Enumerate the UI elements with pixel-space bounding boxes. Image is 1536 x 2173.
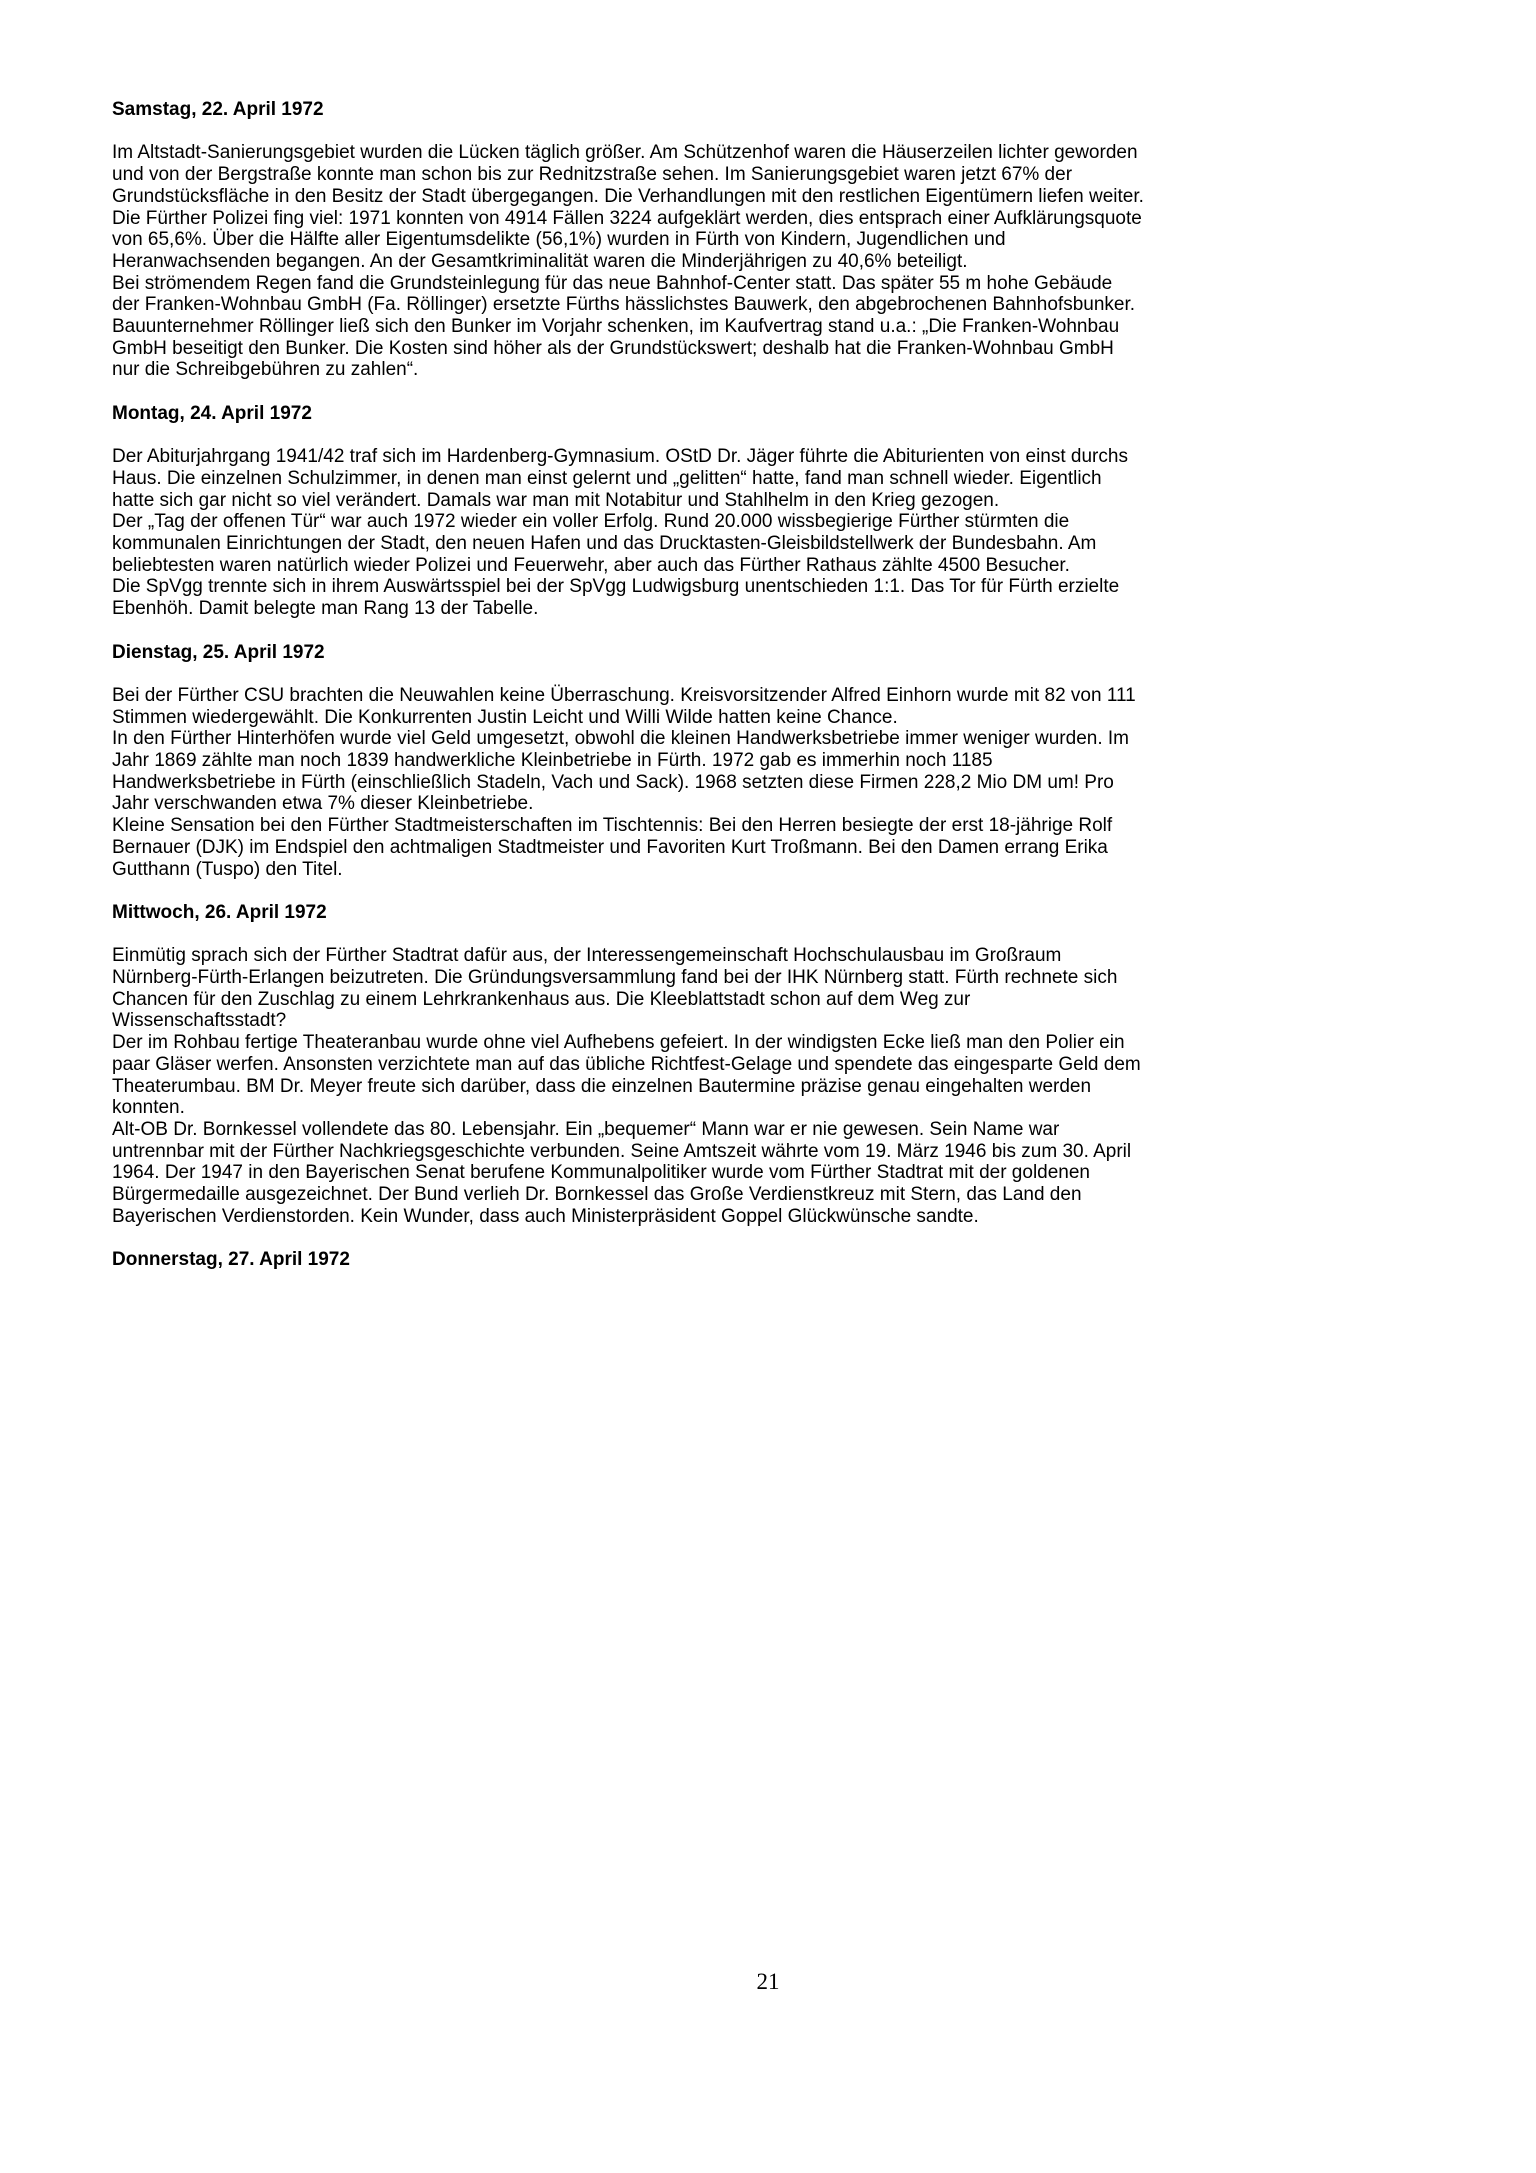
entry-heading: Samstag, 22. April 1972 bbox=[112, 99, 324, 120]
entry-heading: Donnerstag, 27. April 1972 bbox=[112, 1249, 350, 1271]
entry-mittwoch-26-april bbox=[112, 902, 1144, 1228]
entry-paragraph: Der im Rohbau fertige Theateranbau wurde ohne viel Aufhebens gefeiert. In der windigsten Ecke ließ man den Polier ein paar Gläser werfen. Ansonsten verzichtete man auf das übliche Richtfest-Gelage und spendete das eingesparte Geld dem Theaterumbau. BM Dr. Meyer freute sich darüber, dass die einzelnen Bautermine präzise genau eingehalten werden konnten. bbox=[112, 1032, 1141, 1119]
entry-paragraph: Der „Tag der offenen Tür“ war auch 1972 wieder ein voller Erfolg. Rund 20.000 wissbegierige Fürther stürmten die kommunalen Einrichtungen der Stadt, den neuen Hafen und das Drucktasten-Gleisbildstellwerk der Bundesbahn. Am beliebtesten waren natürlich wieder Polizei und Feuerwehr, aber auch das Fürther Rathaus zählte 4500 Besucher. bbox=[112, 511, 1097, 576]
page-number: 21 bbox=[756, 1969, 780, 1994]
entry-paragraph: Kleine Sensation bei den Fürther Stadtmeisterschaften im Tischtennis: Bei den Herren besiegte der erst 18-jährige Rolf Bernauer (DJK) im Endspiel den achtmaligen Stadtmeister und Favoriten Kurt Troßmann. Bei den Damen errang Erika Gutthann (Tuspo) den Titel. bbox=[112, 815, 1113, 880]
entry-paragraph: Die SpVgg trennte sich in ihrem Auswärtsspiel bei der SpVgg Ludwigsburg unentschieden 1:1. Das Tor für Fürth erzielte Ebenhöh. Damit belegte man Rang 13 der Tabelle. bbox=[112, 576, 1120, 620]
entry-montag-24-april bbox=[112, 403, 1144, 620]
entry-donnerstag-27-april bbox=[112, 1249, 1144, 1271]
entry-heading: Montag, 24. April 1972 bbox=[112, 402, 312, 424]
entry-paragraph: Bei strömendem Regen fand die Grundsteinlegung für das neue Bahnhof-Center statt. Das später 55 m hohe Gebäude der Franken-Wohnbau GmbH (Fa. Röllinger) ersetzte Fürths hässlichstes Bauwerk, den abgebrochenen Bahnhofsbunker. Bauunternehmer Röllinger ließ sich den Bunker im Vorjahr schenken, im Kaufvertrag stand u.a.: „Die Franken-Wohnbau GmbH beseitigt den Bunker. Die Kosten sind höher als der Grundstückswert; deshalb hat die Franken-Wohnbau GmbH nur die Schreibgebühren zu zahlen“. bbox=[112, 272, 1136, 381]
entry-paragraph: Der Abiturjahrgang 1941/42 traf sich im Hardenberg-Gymnasium. OStD Dr. Jäger führte die Abiturienten von einst durchs Haus. Die einzelnen Schulzimmer, in denen man einst gelernt und „gelitten“ hatte, fand man schnell wieder. Eigentlich hatte sich gar nicht so viel verändert. Damals war man mit Notabitur und Stahlhelm in den Krieg gezogen. bbox=[112, 446, 1128, 511]
entry-heading: Dienstag, 25. April 1972 bbox=[112, 641, 325, 663]
entry-paragraph: Einmütig sprach sich der Fürther Stadtrat dafür aus, der Interessengemeinschaft Hochschulausbau im Großraum Nürnberg-Fürth-Erlangen beizutreten. Die Gründungsversammlung fand bei der IHK Nürnberg statt. Fürth rechnete sich Chancen für den Zuschlag zu einem Lehrkrankenhaus aus. Die Kleeblattstadt schon auf dem Weg zur Wissenschaftsstadt? bbox=[112, 945, 1118, 1032]
entry-paragraph: In den Fürther Hinterhöfen wurde viel Geld umgesetzt, obwohl die kleinen Handwerksbetriebe immer weniger wurden. Im Jahr 1869 zählte man noch 1839 handwerkliche Kleinbetriebe in Fürth. 1972 gab es immerhin noch 1185 Handwerksbetriebe in Fürth (einschließlich Stadeln, Vach und Sack). 1968 setzten diese Firmen 228,2 Mio DM um! Pro Jahr verschwanden etwa 7% dieser Kleinbetriebe. bbox=[112, 728, 1130, 815]
entry-paragraph: Bei der Fürther CSU brachten die Neuwahlen keine Überraschung. Kreisvorsitzender Alfred Einhorn wurde mit 82 von 111 Stimmen wiedergewählt. Die Konkurrenten Justin Leicht und Willi Wilde hatten keine Chance. bbox=[112, 684, 1136, 728]
chronicle-text-block bbox=[112, 99, 1144, 1293]
entry-samstag-22-april bbox=[112, 99, 1144, 381]
entry-paragraph: Alt-OB Dr. Bornkessel vollendete das 80. Lebensjahr. Ein „bequemer“ Mann war er nie gewesen. Sein Name war untrennbar mit der Fürther Nachkriegsgeschichte verbunden. Seine Amtszeit währte vom 19. März 1946 bis zum 30. April 1964. Der 1947 in den Bayerischen Senat berufene Kommunalpolitiker wurde vom Fürther Stadtrat mit der goldenen Bürgermedaille ausgezeichnet. Der Bund verlieh Dr. Bornkessel das Große Verdienstkreuz mit Stern, das Land den Bayerischen Verdienstorden. Kein Wunder, dass auch Ministerpräsident Goppel Glückwünsche sandte. bbox=[112, 1118, 1132, 1227]
entry-dienstag-25-april bbox=[112, 642, 1144, 881]
entry-paragraph: Im Altstadt-Sanierungsgebiet wurden die Lücken täglich größer. Am Schützenhof waren die Häuserzeilen lichter geworden und von der Bergstraße konnte man schon bis zur Rednitzstraße sehen. Im Sanierungsgebiet waren jetzt 67% der Grundstücksfläche in den Besitz der Stadt übergegangen. Die Verhandlungen mit den restlichen Eigentümern liefen weiter. bbox=[112, 142, 1144, 207]
entry-heading: Mittwoch, 26. April 1972 bbox=[112, 901, 327, 923]
entry-paragraph: Die Fürther Polizei fing viel: 1971 konnten von 4914 Fällen 3224 aufgeklärt werden, dies entsprach einer Aufklärungsquote von 65,6%. Über die Hälfte aller Eigentumsdelikte (56,1%) wurden in Fürth von Kindern, Jugendlichen und Heranwachsenden begangen. An der Gesamtkriminalität waren die Minderjährigen zu 40,6% beteiligt. bbox=[112, 207, 1142, 272]
